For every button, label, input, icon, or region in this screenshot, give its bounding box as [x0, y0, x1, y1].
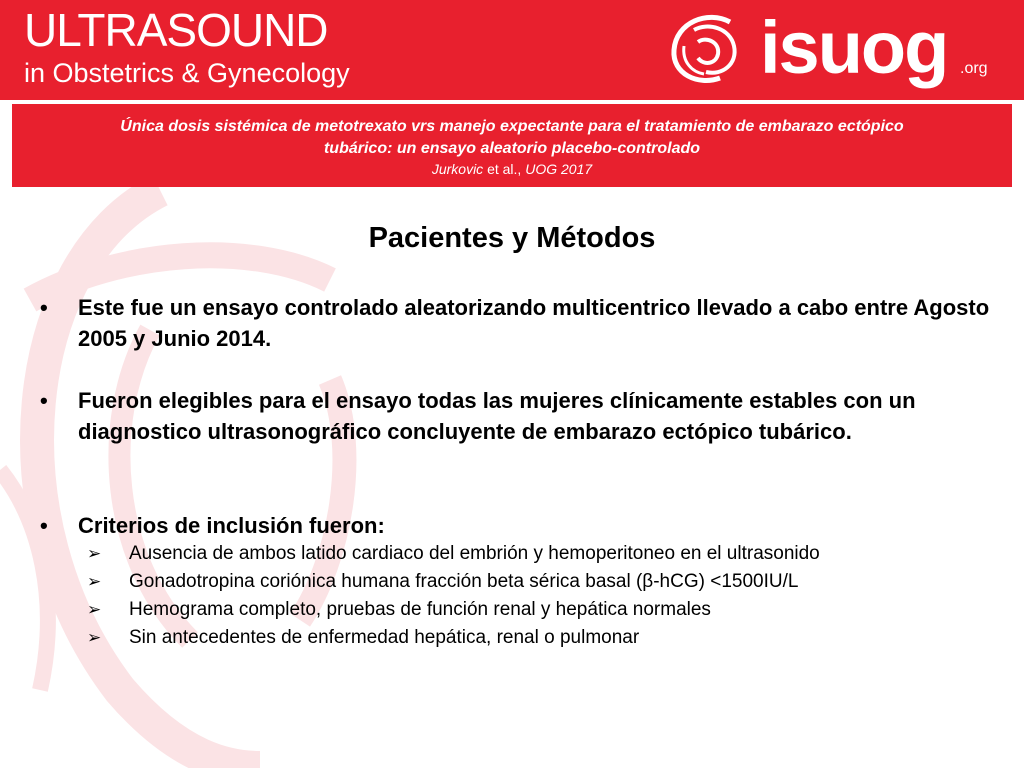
- bullet-dot: •: [40, 295, 48, 320]
- inclusion-criteria-list: [87, 540, 987, 652]
- paper-title-box: [12, 104, 1012, 187]
- bullet-text: Este fue un ensayo controlado aleatorizando multicentrico llevado a cabo entre Agosto 2005 y Junio 2014.: [78, 295, 990, 351]
- paper-citation: [12, 160, 1012, 178]
- list-item: [40, 292, 990, 354]
- citation-journal: UOG 2017: [525, 161, 593, 177]
- bullet-dot: •: [40, 513, 48, 538]
- arrow-bullet-icon: ➢: [87, 544, 102, 563]
- section-heading: Pacientes y Métodos: [368, 222, 656, 254]
- paper-title-line-2: tubárico: un ensayo aleatorio placebo-controlado: [323, 140, 701, 157]
- list-item: [87, 568, 987, 596]
- citation-etal: et al.,: [483, 161, 526, 177]
- paper-title-line-1: Única dosis sistémica de metotrexato vrs manejo expectante para el tratamiento de embarazo ectópico: [120, 118, 904, 135]
- list-item: [40, 385, 990, 447]
- criterion-text: Gonadotropina coriónica humana fracción beta sérica basal (β-hCG) <1500IU/L: [129, 571, 799, 592]
- list-item: [40, 510, 385, 541]
- isuog-logo-text: isuog: [760, 6, 948, 89]
- citation-author: Jurkovic: [431, 161, 484, 177]
- journal-title: ULTRASOUND: [24, 4, 328, 56]
- arrow-bullet-icon: ➢: [87, 628, 102, 647]
- criterion-text: Hemograma completo, pruebas de función renal y hepática normales: [129, 599, 711, 620]
- list-item: [87, 596, 987, 624]
- isuog-mark-icon: [668, 12, 752, 88]
- journal-subtitle: in Obstetrics & Gynecology: [24, 58, 350, 88]
- bullet-text: Fueron elegibles para el ensayo todas las mujeres clínicamente estables con un diagnostico ultrasonográfico concluyente de embarazo ectópico tubárico.: [78, 388, 916, 444]
- arrow-bullet-icon: ➢: [87, 572, 102, 591]
- list-item: [87, 540, 987, 568]
- isuog-logo: [668, 6, 1008, 96]
- bullet-dot: •: [40, 388, 48, 413]
- journal-header-banner: [0, 0, 1024, 100]
- isuog-logo-tld: .org: [960, 60, 988, 77]
- criterion-text: Sin antecedentes de enfermedad hepática, renal o pulmonar: [129, 627, 640, 648]
- criterion-text: Ausencia de ambos latido cardiaco del embrión y hemoperitoneo en el ultrasonido: [129, 543, 820, 564]
- bullet-text: Criterios de inclusión fueron:: [78, 513, 385, 538]
- paper-title: [42, 116, 982, 160]
- list-item: [87, 624, 987, 652]
- arrow-bullet-icon: ➢: [87, 600, 102, 619]
